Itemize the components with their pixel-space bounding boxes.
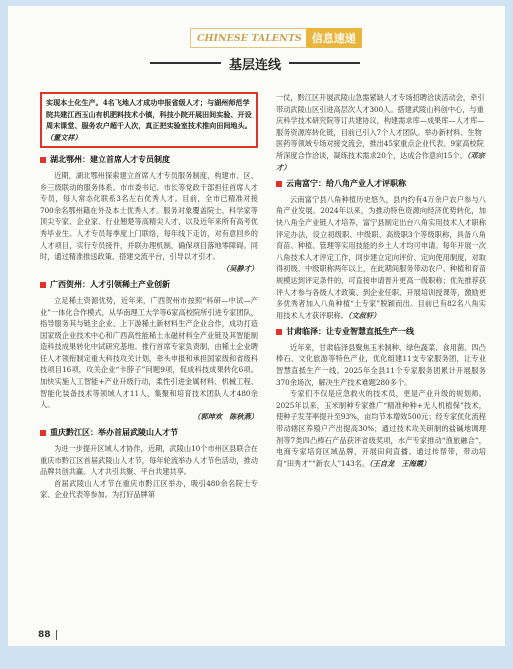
intro-sign: （董文祥） (46, 132, 82, 142)
column-header-banner (190, 28, 362, 48)
section-title (150, 54, 360, 72)
article-sign: （王自龙 王海霞） (369, 458, 431, 468)
article-heading (40, 427, 258, 439)
article-title: 湖北鄂州：建立首席人才专员制度 (50, 155, 170, 165)
page-number-divider (56, 630, 57, 640)
red-bullet-icon (40, 282, 46, 288)
right-column (276, 92, 486, 469)
section-title-text: 基层连线 (229, 57, 282, 73)
red-bullet-icon (40, 430, 46, 436)
article-paragraph: 专家们不仅是应急救火的技术员，更是产业升级的规划师。2025年以来，玉米制种专家推广“精准种种+无人机植保”技术，使种子发芽率提升至93%，亩均节本增效500元；经专家优化流程带动辖区养殖户产出提高30%；通过技术攻关研制的盐碱地调理剂等7类四凸棒石产品获评省级奖项，水产专家推动“渔旅融合”，电商专家培育区域品牌，开展田间直播。通过传帮带，带动培育“田秀才”“新农人”143名。（王自龙 王海霞） (276, 389, 486, 468)
red-bullet-icon (276, 329, 282, 335)
header-label-cn: 信息速递 (306, 28, 362, 48)
article-title: 甘肃临泽：让专业智慧直抵生产一线 (286, 327, 414, 337)
article-paragraph: 立足稀土资源优势，近年来，广西贺州市按照“科研—中试—产业”一体化合作模式，从华南理工大学等6家高校院所引进专家团队，指导服务其与链主企业、上下游稀土新材料生产企业合作，成功打造国家级企业技术中心和广西高性能稀土永磁材料全产业链及其智能制造科技成果转化中试研究基地。推行首席专家负责制，由稀土企业聘任人才领衔制定重大科技攻关计划，牵头申报和承担国家级和省级科技项目16项，攻关企业“卡脖子”问题9项，促成科技成果转化6项。加快实施人工智能+产业升级行动，柔性引进金属材料、机械工程、智能化装备技术等领域人才11人，集聚和培育技术团队人才480余人。 (40, 295, 258, 410)
header-label-en: CHINESE TALENTS (190, 28, 306, 48)
article-paragraph: 为进一步提升区域人才协作，近期，武陵山10个市州区县联合在重庆市黔江区首届武陵山人才节，每年轮流举办人才节色活动，推动品牌共创共赢、人才共引共聚、平台共建共享。 (40, 444, 258, 477)
article-continuation (276, 92, 486, 173)
article-paragraph: 云南富宁县八角种植历史悠久，县内约有4万余户农户参与八角产业发展。2024年以来，为推动特色资源向经济优势转化，加快八角全产业链人才培养，富宁县制定出台八角实用技术人才职称评定办法，设立初级职、中级职、高级职3个等级职称，具备八角育苗、种植、管理等实用技能的乡土人才均可申请。每年开展一次八角技术人才评定工作，同步建立定向评价、定向使用制度，对取得初级、中级职称两年以上，在此期间服务带动农户、种植和育苗规模达到评定条件的，可直接申请晋升更高一级职称；优先推荐获评人才参与各级人才政策、到企业任职、开展培训授课等，激励更多优秀者加入八角种植“土专家”脱颖而出。目前已有82名八角实用技术人才获评职称。（文叔轩） (276, 194, 486, 320)
page-number: 88 (38, 630, 51, 640)
title-rule-left (150, 62, 221, 64)
article-title: 广西贺州：人才引领稀土产业创新 (50, 280, 170, 290)
red-bullet-icon (40, 157, 46, 163)
article-sign: （邓宗才） (276, 150, 485, 172)
article-title: 重庆黔江区：举办首届武陵山人才节 (50, 428, 178, 438)
article-heading (40, 154, 258, 166)
article-paragraph: 近期，湖北鄂州探索建立首席人才专员服务制度，构建市、区、乡三级联动的服务体系。市市委书记、市长等党政干部担任首席人才专员，每人常态化联系3名左右优秀人才。目前，全市已精准对接700余名鄂州籍在外及本土优秀人才。服务对象覆盖院士、科学家等顶尖专家、企业家、行业翘楚等高精尖人才，以及近年来所有高考优秀毕业生。人才专员每季度上门联络，每年线下走访，对有意回乡的人才项目，实行专员接件，并联办理机制，确保项目落地零障碍。同时，通过精准推送政策、搭建交流平台，引导以才引才。 (40, 170, 258, 262)
article-sign: （郭坤欢 陈秋燕） (193, 411, 258, 421)
article-sign: （文叔轩） (347, 310, 381, 320)
left-column (40, 92, 258, 501)
article-heading (40, 279, 258, 291)
article-heading (276, 178, 486, 190)
article-sign: （吴静才） (222, 263, 258, 273)
article-paragraph: 一仗，黔江区开展武陵山急需紧缺人才专场招聘洽谈活动会，牵引带动武陵山区引进高层次人才300人。搭建武陵山科创中心，与重庆科学技术研究院等订共建协议，构建需求库—成果库—人才库—服务资源库转化链，目前已引入7个人才团队。举办新材料、生物医药等领域专场对接交流会，推出45家重点企业代表、9家高校院所深度合作洽谈，凝练技术需求20个，达成合作意向15个。 (276, 93, 485, 160)
intro-text: 实现本土化生产。4名飞地人才成功申报省级人才；与湖州师范学院共建江西玉山有机肥料技术小镇，科技小院开展田间实验、开设周末课堂、服务农户超千人次，真正把实验室技术推向田间地头。 (46, 98, 252, 131)
intro-highlight-box (40, 92, 258, 148)
red-bullet-icon (276, 181, 282, 187)
article-heading (276, 326, 486, 338)
article-paragraph: 首届武陵山人才节在重庆市黔江区举办，吸引480余名院士专家、企业代表等参加。为打好品牌第 (40, 478, 258, 500)
article-paragraph: 近年来，甘肃临泽县聚焦玉米制种、绿色蔬菜、食用菌、四凸棒石、文化旅游等特色产业，优化组建11支专家服务团，让专业智慧直抵生产一线。2025年全县11个专家服务团累计开展服务370余场次，解决生产技术难题280多个。 (276, 342, 486, 387)
article-title: 云南富宁：给八角产业人才评职称 (286, 179, 406, 189)
title-rule-right (289, 62, 360, 64)
